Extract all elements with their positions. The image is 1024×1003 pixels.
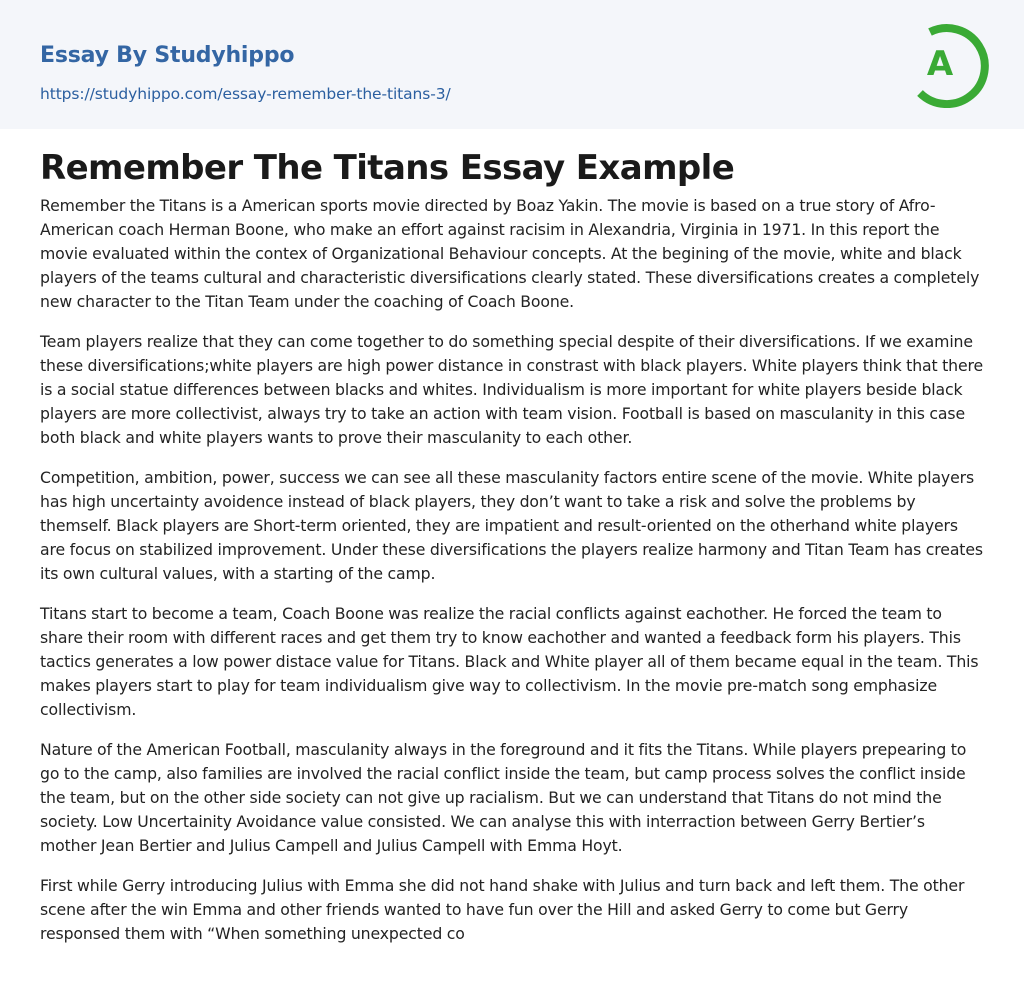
site-title: Essay By Studyhippo (40, 43, 295, 68)
paragraph: Titans start to become a team, Coach Boone was realize the racial conflicts against eachother. He forced the team to share their room with different races and get them try to know eachother and wanted a feedback form his players. This tactics generates a low power distace value for Titans. Black and White player all of them became equal in the team. This makes players start to play for team individualism give way to collectivism. In the movie pre-match song emphasize collectivism. (40, 604, 979, 719)
logo-icon (904, 16, 992, 108)
letter-a-circle-logo (904, 16, 992, 108)
paragraph: Team players realize that they can come together to do something special despite of their diversifications. If we examine these diversifications;white players are high power distance in constrast with black players. White players think that there is a social statue differences between blacks and whites. Individualism is more important for white players beside black players are more collectivist, always try to take an action with team vision. Football is based on masculanity in this case both black and white players wants to prove their masculanity to each other. (40, 332, 984, 447)
source-url-link[interactable]: https://studyhippo.com/essay-remember-the-titans-3/ (40, 85, 451, 103)
paragraph: Nature of the American Football, masculanity always in the foreground and it fits the Titans. While players prepearing to go to the camp, also families are involved the racial conflict inside the team, but camp process solves the conflict inside the team, but on the other side society can not give up racialism. But we can understand that Titans do not mind the society. Low Uncertainity Avoidance value consisted. We can analyse this with interraction between Gerry Bertier’s mother Jean Bertier and Julius Campell and Julius Campell with Emma Hoyt. (40, 740, 967, 855)
article-title: Remember The Titans Essay Example (40, 148, 735, 188)
paragraph: First while Gerry introducing Julius with Emma she did not hand shake with Julius and turn back and left them. The other scene after the win Emma and other friends wanted to have fun over the Hill and asked Gerry to come but Gerry responsed them with “When something unexpected co (40, 876, 965, 943)
article-body (40, 194, 984, 962)
paragraph: Remember the Titans is a American sports movie directed by Boaz Yakin. The movie is based on a true story of Afro-American coach Herman Boone, who make an effort against racisim in Alexandria, Virginia in 1971. In this report the movie evaluated within the contex of Organizational Behaviour concepts. At the begining of the movie, white and black players of the teams cultural and characteristic diversifications clearly stated. These diversifications creates a completely new character to the Titan Team under the coaching of Coach Boone. (40, 196, 980, 311)
site-header (0, 0, 1024, 129)
paragraph: Competition, ambition, power, success we can see all these masculanity factors entire scene of the movie. White players has high uncertainty avoidence instead of black players, they don’t want to take a risk and solve the problems by themself. Black players are Short-term oriented, they are impatient and result-oriented on the otherhand white players are focus on stabilized improvement. Under these diversifications the players realize harmony and Titan Team has creates its own cultural values, with a starting of the camp. (40, 468, 983, 583)
logo-letter: A (926, 44, 954, 84)
